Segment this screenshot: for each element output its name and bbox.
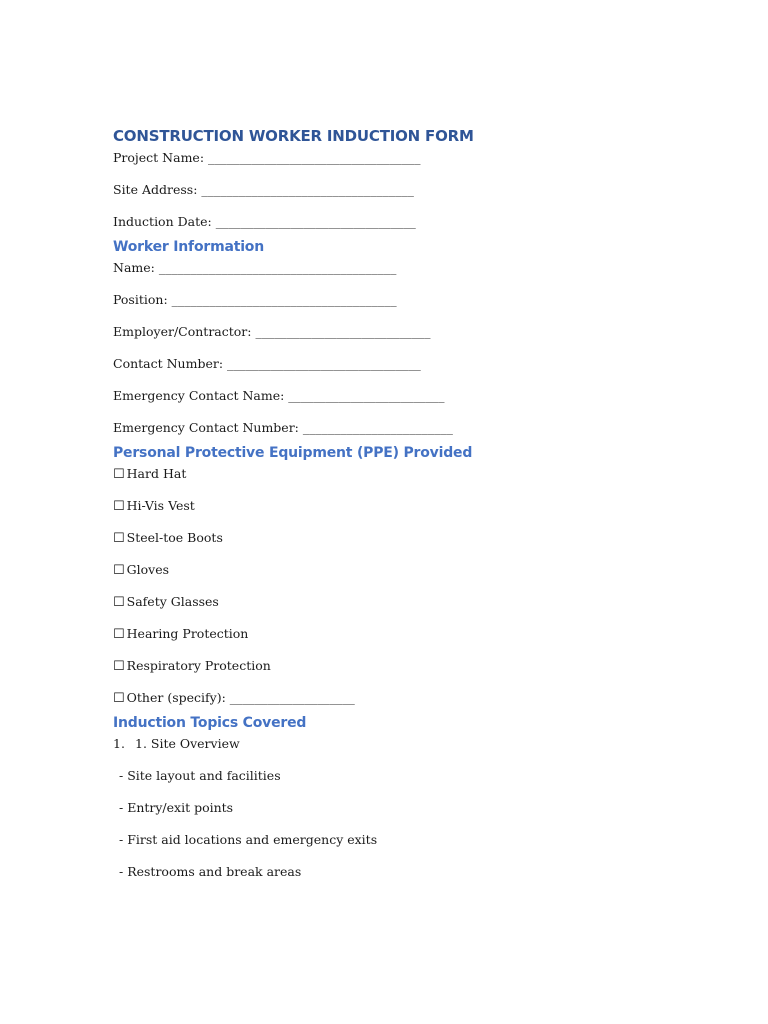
topic-sub-item: - First aid locations and emergency exits — [119, 832, 378, 847]
induction-topics-heading: Induction Topics Covered — [113, 715, 307, 731]
topic-item — [113, 734, 673, 766]
field-label: Name: — [113, 260, 159, 275]
form-title: CONSTRUCTION WORKER INDUCTION FORM — [113, 127, 474, 145]
fill-in-blank[interactable]: _______________________________ — [227, 356, 421, 371]
project-name-field — [113, 148, 673, 180]
ppe-heading: Personal Protective Equipment (PPE) Provided — [113, 445, 473, 461]
document-page — [113, 124, 673, 894]
checkbox-icon[interactable]: ☐ — [113, 659, 125, 674]
induction-date-field — [113, 212, 673, 236]
field-label: Project Name: — [113, 150, 209, 165]
fill-in-blank[interactable]: ________________________________ — [215, 214, 416, 229]
fill-in-blank[interactable]: ____________________________ — [255, 324, 431, 339]
ppe-item-label: Steel-toe Boots — [126, 530, 223, 545]
fill-in-blank[interactable]: _________________________ — [288, 388, 445, 403]
field-label: Employer/Contractor: — [113, 324, 256, 339]
fill-in-blank[interactable]: ________________________ — [302, 420, 453, 435]
checkbox-icon[interactable]: ☐ — [113, 595, 125, 610]
ppe-item-label: Respiratory Protection — [126, 658, 271, 673]
checkbox-icon[interactable]: ☐ — [113, 691, 125, 706]
fill-in-blank[interactable]: __________________________________ — [201, 182, 414, 197]
field-label: Induction Date: — [113, 214, 216, 229]
field-label: Emergency Contact Number: — [113, 420, 303, 435]
ppe-item-label: Other (specify): — [126, 690, 230, 705]
ppe-item-safety-glasses — [113, 592, 673, 624]
field-label: Contact Number: — [113, 356, 228, 371]
ppe-item-label: Hi-Vis Vest — [126, 498, 195, 513]
topic-sub-item: - Site layout and facilities — [119, 768, 281, 783]
fill-in-blank[interactable]: ____________________________________ — [171, 292, 397, 307]
fill-in-blank[interactable]: ______________________________________ — [158, 260, 397, 275]
position-field — [113, 290, 673, 322]
ppe-item-hard-hat — [113, 464, 673, 496]
list-number: 1. — [113, 736, 125, 751]
ppe-item-label: Gloves — [126, 562, 170, 577]
ppe-item-respiratory-protection — [113, 656, 673, 688]
checkbox-icon[interactable]: ☐ — [113, 563, 125, 578]
ppe-item-label: Safety Glasses — [126, 594, 219, 609]
site-address-field — [113, 180, 673, 212]
topic-sub-item: - Restrooms and break areas — [119, 864, 302, 879]
field-label: Site Address: — [113, 182, 202, 197]
ppe-item-steel-toe-boots — [113, 528, 673, 560]
checkbox-icon[interactable]: ☐ — [113, 467, 125, 482]
topic-title: 1. Site Overview — [135, 736, 240, 751]
checkbox-icon[interactable]: ☐ — [113, 531, 125, 546]
ppe-item-hi-vis-vest — [113, 496, 673, 528]
emergency-contact-name-field — [113, 386, 673, 418]
field-label: Emergency Contact Name: — [113, 388, 289, 403]
worker-information-heading: Worker Information — [113, 239, 264, 255]
fill-in-blank[interactable]: __________________________________ — [208, 150, 421, 165]
employer-contractor-field — [113, 322, 673, 354]
worker-name-field — [113, 258, 673, 290]
ppe-item-label: Hearing Protection — [126, 626, 249, 641]
fill-in-blank[interactable]: ____________________ — [229, 690, 355, 705]
ppe-item-other — [113, 688, 673, 712]
contact-number-field — [113, 354, 673, 386]
emergency-contact-number-field — [113, 418, 673, 442]
ppe-item-label: Hard Hat — [126, 466, 187, 481]
ppe-item-gloves — [113, 560, 673, 592]
field-label: Position: — [113, 292, 172, 307]
checkbox-icon[interactable]: ☐ — [113, 499, 125, 514]
topic-sub-item: - Entry/exit points — [119, 800, 234, 815]
ppe-item-hearing-protection — [113, 624, 673, 656]
checkbox-icon[interactable]: ☐ — [113, 627, 125, 642]
